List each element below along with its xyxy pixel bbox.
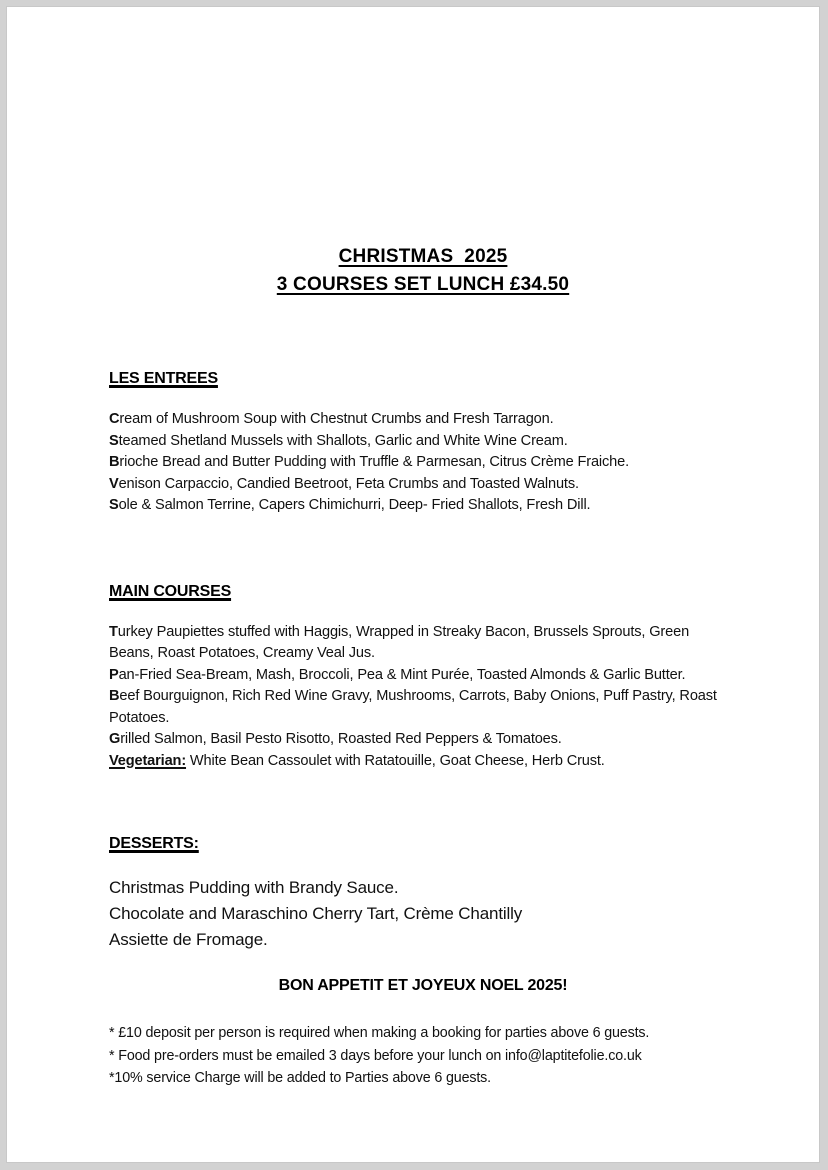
section-entrees: [109, 370, 737, 517]
dish-initial: G: [109, 731, 121, 747]
dish-initial: C: [109, 411, 120, 427]
dish-initial: B: [109, 454, 120, 470]
dish-item: [109, 431, 737, 453]
entrees-dish-list: [109, 409, 737, 517]
vegetarian-text: White Bean Cassoulet with Ratatouille, Goat Cheese, Herb Crust.: [186, 752, 605, 769]
dish-text: rioche Bread and Butter Pudding with Truffle & Parmesan, Citrus Crème Fraiche.: [119, 454, 629, 470]
dessert-item: Assiette de Fromage.: [109, 930, 268, 949]
dish-text: teamed Shetland Mussels with Shallots, Garlic and White Wine Cream.: [118, 432, 568, 449]
footnote-item: * £10 deposit per person is required when making a booking for parties above 6 guests.: [109, 1025, 650, 1041]
dish-text: urkey Paupiettes stuffed with Haggis, Wrapped in Streaky Bacon, Brussels Sprouts, Green Beans, Roast Potatoes, Creamy Veal Jus.: [109, 623, 690, 661]
menu-title-block: [109, 243, 737, 299]
footnote-item: *10% service Charge will be added to Parties above 6 guests.: [109, 1070, 492, 1086]
dish-text: ream of Mushroom Soup with Chestnut Crumbs and Fresh Tarragon.: [119, 411, 554, 427]
dish-item-vegetarian: [109, 751, 737, 773]
menu-content: [109, 243, 737, 1090]
dish-item: [109, 729, 737, 751]
section-mains: [109, 583, 737, 773]
dessert-item: Chocolate and Maraschino Cherry Tart, Crème Chantilly: [109, 904, 523, 923]
dish-item: [109, 474, 737, 496]
footnote-item: * Food pre-orders must be emailed 3 days before your lunch on info@laptitefolie.co.uk: [109, 1047, 642, 1064]
dish-item: [109, 665, 737, 687]
dish-initial: T: [109, 623, 118, 640]
menu-title-line-2-text: 3 COURSES SET LUNCH £34.50: [276, 274, 570, 295]
dish-initial: S: [109, 432, 119, 449]
dish-text: rilled Salmon, Basil Pesto Risotto, Roasted Red Peppers & Tomatoes.: [120, 731, 562, 747]
dish-item: [109, 452, 737, 474]
desserts-list: [109, 875, 737, 953]
section-desserts: [109, 835, 737, 953]
section-heading-desserts: DESSERTS:: [109, 835, 199, 852]
dish-item: [109, 686, 737, 729]
footnotes: [109, 1022, 737, 1090]
dish-text: eef Bourguignon, Rich Red Wine Gravy, Mushrooms, Carrots, Baby Onions, Puff Pastry, Roast Potatoes.: [109, 688, 717, 726]
dish-initial: P: [109, 666, 119, 683]
vegetarian-label: Vegetarian:: [109, 752, 187, 769]
dish-initial: S: [109, 497, 119, 513]
menu-title-line-1: [109, 243, 737, 271]
dish-item: [109, 409, 737, 431]
dish-text: an-Fried Sea-Bream, Mash, Broccoli, Pea & Mint Purée, Toasted Almonds & Garlic Butter.: [118, 666, 686, 683]
dish-text: enison Carpaccio, Candied Beetroot, Feta Crumbs and Toasted Walnuts.: [118, 475, 579, 492]
dessert-item: Christmas Pudding with Brandy Sauce.: [109, 878, 399, 897]
menu-title-line-1-text: CHRISTMAS 2025: [338, 246, 508, 267]
section-heading-mains: MAIN COURSES: [109, 582, 232, 600]
dish-item: [109, 622, 737, 665]
menu-title-line-2: [109, 271, 737, 299]
dish-initial: B: [109, 688, 120, 704]
dish-initial: V: [109, 475, 119, 492]
mains-dish-list: [109, 622, 737, 773]
dish-item: [109, 495, 737, 517]
dish-text: ole & Salmon Terrine, Capers Chimichurri, Deep- Fried Shallots, Fresh Dill.: [118, 497, 591, 513]
section-heading-entrees: LES ENTREES: [109, 370, 218, 387]
closing-line: BON APPETIT ET JOYEUX NOEL 2025!: [278, 977, 568, 994]
menu-page: [6, 6, 820, 1163]
